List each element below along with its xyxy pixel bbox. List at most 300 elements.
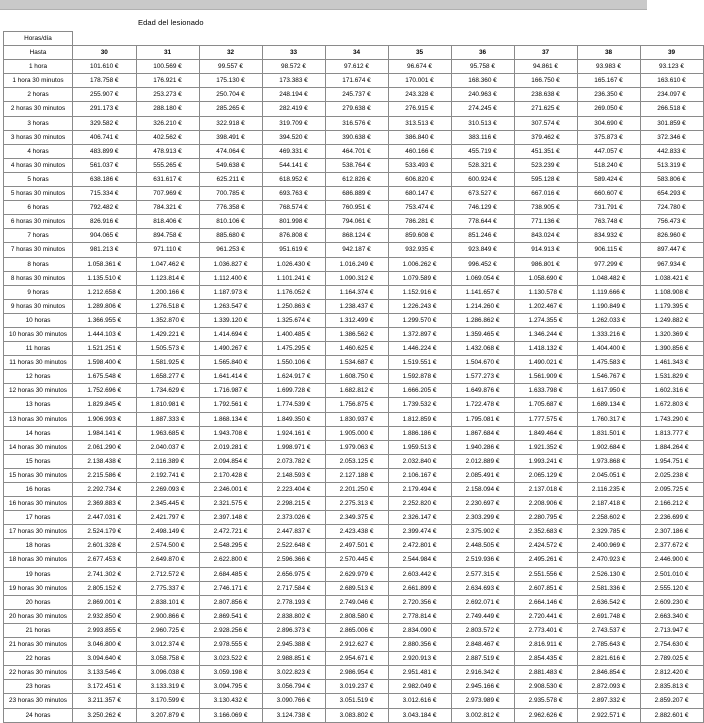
table-cell-amount: 693.763 €: [262, 187, 325, 201]
table-row: [4, 187, 704, 201]
table-cell-amount: 1.774.539 €: [262, 398, 325, 412]
table-cell-amount: 1.490.267 €: [199, 342, 262, 356]
table-cell-amount: 2.601.328 €: [73, 539, 137, 553]
table-cell-amount: 2.574.500 €: [136, 539, 199, 553]
table-row: [4, 229, 704, 243]
table-cell-amount: 625.211 €: [199, 172, 262, 186]
table-cell-amount: 1.490.021 €: [514, 356, 577, 370]
table-cell-amount: 2.258.602 €: [577, 511, 640, 525]
table-cell-amount: 746.129 €: [451, 201, 514, 215]
table-cell-amount: 2.544.984 €: [388, 553, 451, 567]
table-cell-amount: 2.962.626 €: [514, 708, 577, 722]
table-cell-amount: 1.699.728 €: [262, 384, 325, 398]
table-cell-amount: 274.245 €: [451, 102, 514, 116]
table-cell-amount: 2.400.969 €: [577, 539, 640, 553]
table-cell-amount: 1.777.575 €: [514, 412, 577, 426]
table-cell-amount: 2.838.101 €: [136, 595, 199, 609]
table-cell-amount: 1.973.868 €: [577, 454, 640, 468]
spacer-cell: [451, 32, 514, 46]
table-cell-amount: 2.116.389 €: [136, 454, 199, 468]
table-cell-amount: 319.709 €: [262, 116, 325, 130]
table-header-caption-row: [0, 10, 647, 31]
table-cell-amount: 951.619 €: [262, 243, 325, 257]
table-cell-amount: 2.421.797 €: [136, 511, 199, 525]
table-cell-amount: 760.951 €: [325, 201, 388, 215]
table-cell-amount: 2.778.193 €: [262, 595, 325, 609]
table-cell-amount: 460.166 €: [388, 144, 451, 158]
table-row: [4, 426, 704, 440]
table-cell-amount: 2.960.725 €: [136, 623, 199, 637]
table-cell-amount: 276.915 €: [388, 102, 451, 116]
table-cell-amount: 2.993.855 €: [73, 623, 137, 637]
table-cell-amount: 2.684.485 €: [199, 567, 262, 581]
row-label-hours: 21 horas 30 minutos: [4, 638, 73, 652]
table-cell-amount: 291.173 €: [73, 102, 137, 116]
table-cell-amount: 2.470.923 €: [577, 553, 640, 567]
table-cell-amount: 3.207.879 €: [136, 708, 199, 722]
table-cell-amount: 2.609.230 €: [640, 595, 703, 609]
table-cell-amount: 1.831.501 €: [577, 426, 640, 440]
hours-per-day-header: Horas/día: [4, 32, 73, 46]
table-cell-amount: 279.638 €: [325, 102, 388, 116]
table-cell-amount: 1.333.216 €: [577, 327, 640, 341]
table-cell-amount: 478.913 €: [136, 144, 199, 158]
table-cell-amount: 1.830.937 €: [325, 412, 388, 426]
table-cell-amount: 1.446.224 €: [388, 342, 451, 356]
table-cell-amount: 876.808 €: [262, 229, 325, 243]
table-cell-amount: 2.352.683 €: [514, 525, 577, 539]
table-cell-amount: 2.329.785 €: [577, 525, 640, 539]
table-cell-amount: 390.638 €: [325, 130, 388, 144]
table-cell-amount: 1.262.033 €: [577, 313, 640, 327]
table-cell-amount: 1.884.264 €: [640, 440, 703, 454]
table-cell-amount: 801.998 €: [262, 215, 325, 229]
table-cell-amount: 2.497.501 €: [325, 539, 388, 553]
table-cell-amount: 2.691.748 €: [577, 609, 640, 623]
table-row: [4, 553, 704, 567]
row-label-hours: 11 horas 30 minutos: [4, 356, 73, 370]
table-cell-amount: 1.026.430 €: [262, 257, 325, 271]
row-label-hours: 4 horas 30 minutos: [4, 158, 73, 172]
table-cell-amount: 288.180 €: [136, 102, 199, 116]
table-cell-amount: 1.164.374 €: [325, 285, 388, 299]
table-cell-amount: 894.758 €: [136, 229, 199, 243]
table-cell-amount: 3.002.812 €: [451, 708, 514, 722]
table-cell-amount: 322.918 €: [199, 116, 262, 130]
table-cell-amount: 1.249.882 €: [640, 313, 703, 327]
table-cell-amount: 2.551.556 €: [514, 567, 577, 581]
age-column-header: 36: [451, 46, 514, 60]
table-cell-amount: 2.607.851 €: [514, 581, 577, 595]
age-column-header: 35: [388, 46, 451, 60]
table-cell-amount: 2.988.851 €: [262, 652, 325, 666]
table-cell-amount: 2.945.388 €: [262, 638, 325, 652]
table-cell-amount: 1.179.395 €: [640, 299, 703, 313]
row-label-hours: 14 horas 30 minutos: [4, 440, 73, 454]
table-row: [4, 102, 704, 116]
table-cell-amount: 3.023.522 €: [199, 652, 262, 666]
table-cell-amount: 1.214.260 €: [451, 299, 514, 313]
table-cell-amount: 2.577.315 €: [451, 567, 514, 581]
table-cell-amount: 1.963.685 €: [136, 426, 199, 440]
table-cell-amount: 406.741 €: [73, 130, 137, 144]
table-cell-amount: 2.634.693 €: [451, 581, 514, 595]
table-cell-amount: 1.202.467 €: [514, 299, 577, 313]
table-cell-amount: 2.664.146 €: [514, 595, 577, 609]
table-cell-amount: 996.452 €: [451, 257, 514, 271]
table-row: [4, 567, 704, 581]
table-cell-amount: 2.881.483 €: [514, 666, 577, 680]
table-row: [4, 483, 704, 497]
table-cell-amount: 967.934 €: [640, 257, 703, 271]
table-cell-amount: 673.527 €: [451, 187, 514, 201]
table-cell-amount: 1.263.547 €: [199, 299, 262, 313]
table-cell-amount: 654.293 €: [640, 187, 703, 201]
table-cell-amount: 2.345.445 €: [136, 497, 199, 511]
table-cell-amount: 1.366.955 €: [73, 313, 137, 327]
table-cell-amount: 555.265 €: [136, 158, 199, 172]
table-cell-amount: 2.094.854 €: [199, 454, 262, 468]
table-cell-amount: 826.960 €: [640, 229, 703, 243]
table-cell-amount: 2.951.481 €: [388, 666, 451, 680]
table-cell-amount: 101.610 €: [73, 60, 137, 74]
table-cell-amount: 3.124.738 €: [262, 708, 325, 722]
table-cell-amount: 1.666.205 €: [388, 384, 451, 398]
table-cell-amount: 2.803.572 €: [451, 623, 514, 637]
table-row: [4, 144, 704, 158]
table-cell-amount: 173.383 €: [262, 74, 325, 88]
table-cell-amount: 379.462 €: [514, 130, 577, 144]
table-cell-amount: 1.141.657 €: [451, 285, 514, 299]
row-label-hours: 22 horas: [4, 652, 73, 666]
table-cell-amount: 549.638 €: [199, 158, 262, 172]
table-cell-amount: 2.880.356 €: [388, 638, 451, 652]
row-label-hours: 16 horas: [4, 483, 73, 497]
table-cell-amount: 1.886.186 €: [388, 426, 451, 440]
table-cell-amount: 2.349.375 €: [325, 511, 388, 525]
table-cell-amount: 786.281 €: [388, 215, 451, 229]
table-cell-amount: 756.473 €: [640, 215, 703, 229]
table-cell-amount: 3.094.640 €: [73, 652, 137, 666]
table-cell-amount: 686.889 €: [325, 187, 388, 201]
table-cell-amount: 474.064 €: [199, 144, 262, 158]
table-row: [4, 454, 704, 468]
table-cell-amount: 763.748 €: [577, 215, 640, 229]
table-cell-amount: 93.983 €: [577, 60, 640, 74]
table-cell-amount: 1.887.333 €: [136, 412, 199, 426]
table-cell-amount: 313.513 €: [388, 116, 451, 130]
row-label-hours: 23 horas 30 minutos: [4, 694, 73, 708]
table-row: [4, 539, 704, 553]
table-cell-amount: 2.095.725 €: [640, 483, 703, 497]
table-cell-amount: 3.051.519 €: [325, 694, 388, 708]
table-cell-amount: 1.902.684 €: [577, 440, 640, 454]
table-cell-amount: 2.448.505 €: [451, 539, 514, 553]
table-cell-amount: 2.040.037 €: [136, 440, 199, 454]
age-column-header: 34: [325, 46, 388, 60]
table-cell-amount: 1.135.510 €: [73, 271, 137, 285]
table-cell-amount: 1.372.897 €: [388, 327, 451, 341]
window-top-bar: [0, 0, 647, 10]
table-cell-amount: 1.038.421 €: [640, 271, 703, 285]
table-row: [4, 623, 704, 637]
table-cell-amount: 2.629.979 €: [325, 567, 388, 581]
table-cell-amount: 1.561.909 €: [514, 370, 577, 384]
table-cell-amount: 906.115 €: [577, 243, 640, 257]
row-label-hours: 3 horas: [4, 116, 73, 130]
table-cell-amount: 2.916.342 €: [451, 666, 514, 680]
table-row: [4, 370, 704, 384]
table-cell-amount: 2.472.721 €: [199, 525, 262, 539]
table-cell-amount: 1.386.562 €: [325, 327, 388, 341]
table-row: [4, 694, 704, 708]
row-label-hours: 6 horas: [4, 201, 73, 215]
table-cell-amount: 2.754.630 €: [640, 638, 703, 652]
table-cell-amount: 1.047.462 €: [136, 257, 199, 271]
table-cell-amount: 2.912.627 €: [325, 638, 388, 652]
table-cell-amount: 2.447.031 €: [73, 511, 137, 525]
compensation-table: [3, 31, 704, 723]
table-cell-amount: 2.900.866 €: [136, 609, 199, 623]
stub-header-row-1: [4, 32, 704, 46]
table-cell-amount: 778.644 €: [451, 215, 514, 229]
table-cell-amount: 243.328 €: [388, 88, 451, 102]
table-cell-amount: 904.065 €: [73, 229, 137, 243]
table-cell-amount: 834.932 €: [577, 229, 640, 243]
table-cell-amount: 93.123 €: [640, 60, 703, 74]
table-cell-amount: 2.073.782 €: [262, 454, 325, 468]
table-cell-amount: 784.321 €: [136, 201, 199, 215]
table-row: [4, 285, 704, 299]
table-cell-amount: 1.016.249 €: [325, 257, 388, 271]
table-cell-amount: 2.741.302 €: [73, 567, 137, 581]
table-cell-amount: 2.692.071 €: [451, 595, 514, 609]
table-cell-amount: 99.557 €: [199, 60, 262, 74]
table-cell-amount: 301.859 €: [640, 116, 703, 130]
table-cell-amount: 1.429.221 €: [136, 327, 199, 341]
table-cell-amount: 986.801 €: [514, 257, 577, 271]
table-cell-amount: 914.913 €: [514, 243, 577, 257]
table-cell-amount: 533.493 €: [388, 158, 451, 172]
table-row: [4, 638, 704, 652]
table-row: [4, 525, 704, 539]
table-cell-amount: 3.083.802 €: [325, 708, 388, 722]
table-cell-amount: 3.133.546 €: [73, 666, 137, 680]
table-cell-amount: 1.276.518 €: [136, 299, 199, 313]
table-cell-amount: 1.940.286 €: [451, 440, 514, 454]
table-cell-amount: 2.789.025 €: [640, 652, 703, 666]
table-cell-amount: 518.240 €: [577, 158, 640, 172]
table-cell-amount: 1.598.400 €: [73, 356, 137, 370]
table-cell-amount: 304.690 €: [577, 116, 640, 130]
table-cell-amount: 2.749.046 €: [325, 595, 388, 609]
row-label-hours: 11 horas: [4, 342, 73, 356]
row-label-hours: 4 horas: [4, 144, 73, 158]
spacer-cell: [136, 32, 199, 46]
table-cell-amount: 1.505.573 €: [136, 342, 199, 356]
table-cell-amount: 667.016 €: [514, 187, 577, 201]
table-cell-amount: 2.882.601 €: [640, 708, 703, 722]
table-cell-amount: 868.124 €: [325, 229, 388, 243]
table-cell-amount: 3.022.823 €: [262, 666, 325, 680]
table-cell-amount: 2.834.090 €: [388, 623, 451, 637]
table-cell-amount: 383.116 €: [451, 130, 514, 144]
table-cell-amount: 2.872.093 €: [577, 680, 640, 694]
table-cell-amount: 2.377.672 €: [640, 539, 703, 553]
table-cell-amount: 1.418.132 €: [514, 342, 577, 356]
table-cell-amount: 1.722.478 €: [451, 398, 514, 412]
table-row: [4, 215, 704, 229]
table-cell-amount: 2.846.854 €: [577, 666, 640, 680]
table-cell-amount: 3.058.758 €: [136, 652, 199, 666]
row-label-hours: 2 horas: [4, 88, 73, 102]
table-cell-amount: 269.050 €: [577, 102, 640, 116]
table-cell-amount: 1.250.863 €: [262, 299, 325, 313]
table-cell-amount: 1.752.696 €: [73, 384, 137, 398]
table-cell-amount: 1.475.295 €: [262, 342, 325, 356]
table-row: [4, 666, 704, 680]
table-row: [4, 708, 704, 722]
table-cell-amount: 2.179.494 €: [388, 483, 451, 497]
table-row: [4, 313, 704, 327]
table-cell-amount: 2.920.913 €: [388, 652, 451, 666]
table-cell-amount: 178.758 €: [73, 74, 137, 88]
table-cell-amount: 3.172.451 €: [73, 680, 137, 694]
table-cell-amount: 2.187.418 €: [577, 497, 640, 511]
table-cell-amount: 977.299 €: [577, 257, 640, 271]
table-cell-amount: 372.346 €: [640, 130, 703, 144]
table-cell-amount: 3.056.794 €: [262, 680, 325, 694]
table-cell-amount: 2.012.889 €: [451, 454, 514, 468]
table-cell-amount: 1.649.876 €: [451, 384, 514, 398]
table-cell-amount: 606.820 €: [388, 172, 451, 186]
spacer-cell: [388, 32, 451, 46]
table-cell-amount: 1.212.658 €: [73, 285, 137, 299]
table-cell-amount: 1.312.499 €: [325, 313, 388, 327]
table-cell-amount: 1.058.361 €: [73, 257, 137, 271]
table-cell-amount: 2.045.051 €: [577, 468, 640, 482]
table-cell-amount: 1.867.684 €: [451, 426, 514, 440]
table-cell-amount: 2.269.093 €: [136, 483, 199, 497]
table-cell-amount: 1.829.845 €: [73, 398, 137, 412]
table-cell-amount: 1.152.916 €: [388, 285, 451, 299]
table-cell-amount: 3.211.357 €: [73, 694, 137, 708]
table-cell-amount: 2.472.801 €: [388, 539, 451, 553]
table-cell-amount: 1.320.369 €: [640, 327, 703, 341]
table-cell-amount: 285.265 €: [199, 102, 262, 116]
table-cell-amount: 2.519.936 €: [451, 553, 514, 567]
row-label-hours: 7 horas: [4, 229, 73, 243]
table-cell-amount: 1.521.251 €: [73, 342, 137, 356]
table-cell-amount: 1.176.052 €: [262, 285, 325, 299]
table-cell-amount: 94.861 €: [514, 60, 577, 74]
table-row: [4, 595, 704, 609]
table-cell-amount: 2.663.340 €: [640, 609, 703, 623]
table-cell-amount: 600.924 €: [451, 172, 514, 186]
table-cell-amount: 1.641.414 €: [199, 370, 262, 384]
row-label-hours: 6 horas 30 minutos: [4, 215, 73, 229]
table-cell-amount: 2.821.616 €: [577, 652, 640, 666]
table-cell-amount: 1.705.687 €: [514, 398, 577, 412]
table-cell-amount: 236.350 €: [577, 88, 640, 102]
row-label-hours: 13 horas: [4, 398, 73, 412]
table-cell-amount: 2.275.313 €: [325, 497, 388, 511]
table-cell-amount: 1.531.829 €: [640, 370, 703, 384]
table-cell-amount: 2.019.281 €: [199, 440, 262, 454]
row-label-hours: 17 horas 30 minutos: [4, 525, 73, 539]
table-cell-amount: 2.622.800 €: [199, 553, 262, 567]
table-cell-amount: 1.101.241 €: [262, 271, 325, 285]
table-cell-amount: 859.608 €: [388, 229, 451, 243]
table-cell-amount: 253.273 €: [136, 88, 199, 102]
table-cell-amount: 2.192.741 €: [136, 468, 199, 482]
table-cell-amount: 2.816.911 €: [514, 638, 577, 652]
table-cell-amount: 3.094.795 €: [199, 680, 262, 694]
table-cell-amount: 2.397.148 €: [199, 511, 262, 525]
table-cell-amount: 2.025.238 €: [640, 468, 703, 482]
table-cell-amount: 2.201.250 €: [325, 483, 388, 497]
table-cell-amount: 771.136 €: [514, 215, 577, 229]
table-cell-amount: 2.603.442 €: [388, 567, 451, 581]
row-label-hours: 9 horas: [4, 285, 73, 299]
spacer-cell: [640, 32, 703, 46]
table-cell-amount: 2.423.438 €: [325, 525, 388, 539]
table-cell-amount: 1.959.513 €: [388, 440, 451, 454]
table-cell-amount: 618.952 €: [262, 172, 325, 186]
table-cell-amount: 307.574 €: [514, 116, 577, 130]
table-cell-amount: 792.482 €: [73, 201, 137, 215]
table-cell-amount: 326.210 €: [136, 116, 199, 130]
table-cell-amount: 2.649.870 €: [136, 553, 199, 567]
table-cell-amount: 2.749.449 €: [451, 609, 514, 623]
table-row: [4, 158, 704, 172]
table-cell-amount: 2.712.572 €: [136, 567, 199, 581]
table-cell-amount: 843.024 €: [514, 229, 577, 243]
row-label-hours: 13 horas 30 minutos: [4, 412, 73, 426]
table-row: [4, 243, 704, 257]
table-row: [4, 201, 704, 215]
table-cell-amount: 2.236.699 €: [640, 511, 703, 525]
table-cell-amount: 1.550.106 €: [262, 356, 325, 370]
row-label-hours: 8 horas: [4, 257, 73, 271]
table-cell-amount: 266.518 €: [640, 102, 703, 116]
table-cell-amount: 1.404.400 €: [577, 342, 640, 356]
table-row: [4, 398, 704, 412]
table-cell-amount: 738.905 €: [514, 201, 577, 215]
table-cell-amount: 1.461.343 €: [640, 356, 703, 370]
table-cell-amount: 2.812.420 €: [640, 666, 703, 680]
row-label-hours: 10 horas 30 minutos: [4, 327, 73, 341]
table-cell-amount: 1.812.859 €: [388, 412, 451, 426]
row-label-hours: 5 horas: [4, 172, 73, 186]
table-cell-amount: 1.339.120 €: [199, 313, 262, 327]
table-row: [4, 468, 704, 482]
table-row: [4, 412, 704, 426]
table-cell-amount: 2.978.555 €: [199, 638, 262, 652]
table-cell-amount: 2.982.049 €: [388, 680, 451, 694]
table-cell-amount: 595.128 €: [514, 172, 577, 186]
table-cell-amount: 2.778.814 €: [388, 609, 451, 623]
table-cell-amount: 2.775.337 €: [136, 581, 199, 595]
table-row: [4, 271, 704, 285]
table-cell-amount: 2.246.001 €: [199, 483, 262, 497]
table-cell-amount: 1.954.751 €: [640, 454, 703, 468]
row-label-hours: 10 horas: [4, 313, 73, 327]
table-cell-amount: 1.352.870 €: [136, 313, 199, 327]
table-cell-amount: 2.298.215 €: [262, 497, 325, 511]
table-cell-amount: 1.289.806 €: [73, 299, 137, 313]
table-cell-amount: 826.916 €: [73, 215, 137, 229]
